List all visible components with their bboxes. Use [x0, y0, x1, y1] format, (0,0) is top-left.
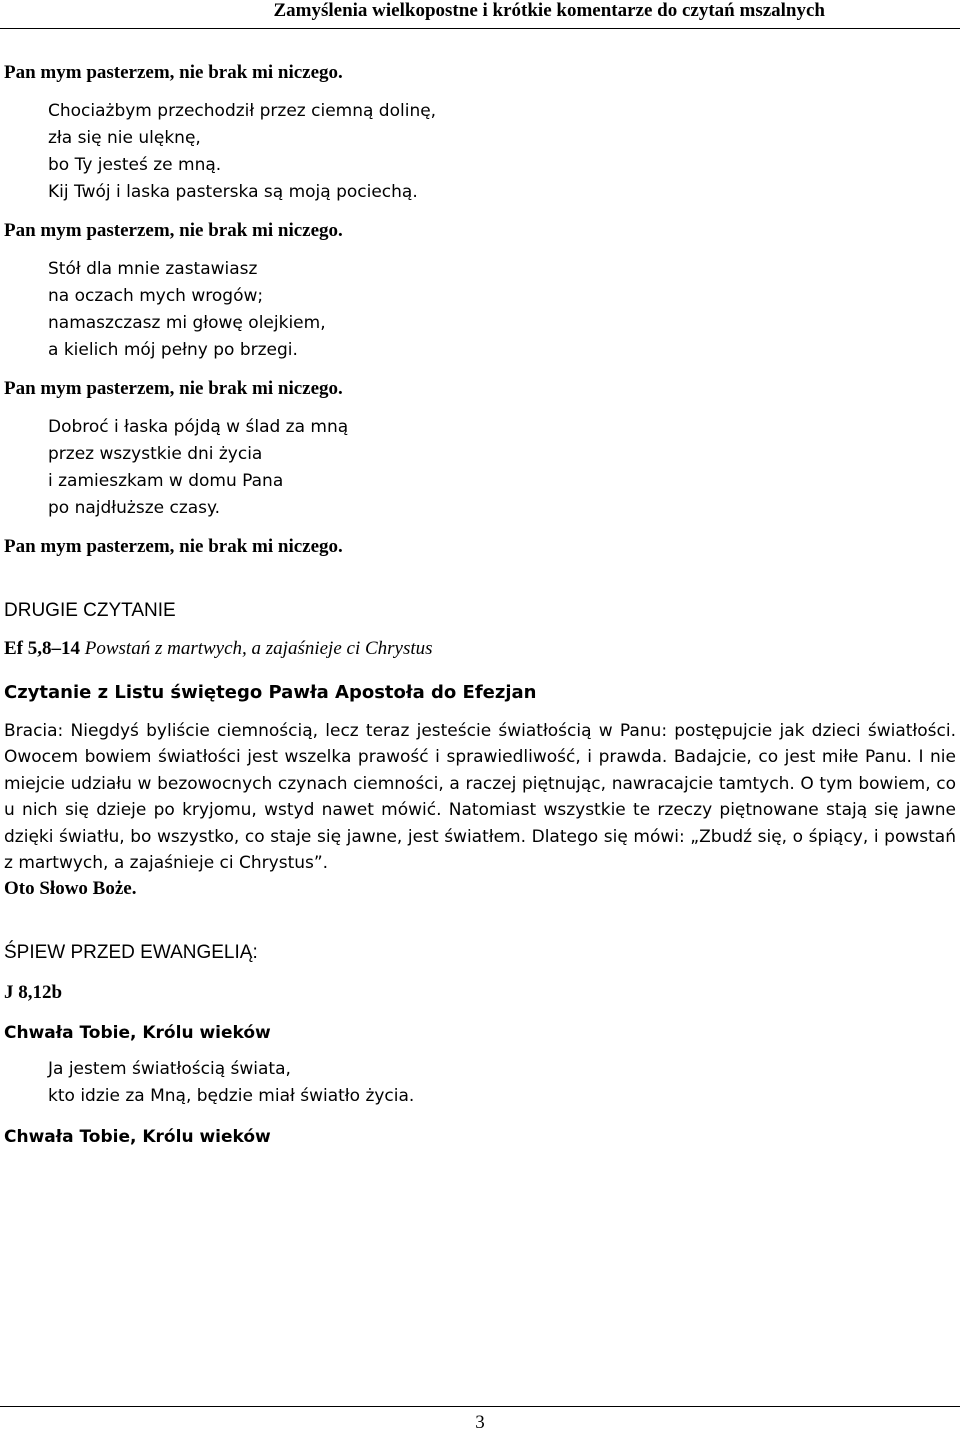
stanza-line: Dobroć i łaska pójdą w ślad za mną [48, 417, 349, 437]
stanza-line: bo Ty jesteś ze mną. [48, 155, 222, 175]
reading-reference [4, 636, 956, 662]
acclamation-verse [48, 1056, 956, 1110]
stanza-line: namaszczasz mi głowę olejkiem, [48, 313, 326, 333]
stanza-line: Stół dla mnie zastawiasz [48, 259, 258, 279]
second-reading-heading: DRUGIE CZYTANIE [4, 600, 176, 621]
verse-line: kto idzie za Mną, będzie miał światło życia. [48, 1086, 415, 1107]
stanza-line: Chociażbym przechodził przez ciemną dolinę, [48, 101, 437, 121]
stanza-line: przez wszystkie dni życia [48, 444, 263, 464]
page-content [4, 60, 956, 1150]
psalm-stanza-1 [48, 98, 956, 206]
reading-body: Bracia: Niegdyś byliście ciemnością, lecz teraz jesteście światłością w Panu: postępujcie jak dzieci światłości. Owocem bowiem światłości jest wszelka prawość i sprawiedliwość, i prawda. Badajcie, co jest miłe Panu. I nie miejcie udziału w bezowocnych czynach ciemności, a raczej piętnując, nawracajcie tamtych. O tym bowiem, co u nich się dzieje po kryjomu, wstyd nawet mówić. Natomiast wszystkie te rzeczy piętnowane stają się jawne dzięki światłu, bo wszystko, co staje się jawne, jest światłem. Dlatego się mówi: „Zbudź się, o śpiący, i powstań z martwych, a zajaśnieje ci Chrystus”. [4, 721, 956, 874]
stanza-line: a kielich mój pełny po brzegi. [48, 340, 298, 360]
running-title: Zamyślenia wielkopostne i krótkie komentarze do czytań mszalnych [273, 0, 825, 21]
stanza-line: zła się nie ulęknę, [48, 128, 201, 148]
reading-closing: Oto Słowo Boże. [4, 878, 137, 900]
verse-line: Ja jestem światłością świata, [48, 1059, 291, 1080]
stanza-line: na oczach mych wrogów; [48, 286, 264, 306]
gospel-acclamation-heading: ŚPIEW PRZED EWANGELIĄ: [4, 942, 258, 964]
stanza-line: po najdłuższe czasy. [48, 498, 221, 518]
psalm-refrain: Pan mym pasterzem, nie brak mi niczego. [4, 62, 343, 83]
stanza-line: Kij Twój i laska pasterska są moją pociechą. [48, 182, 418, 202]
psalm-refrain: Pan mym pasterzem, nie brak mi niczego. [4, 378, 343, 399]
reading-motto: Powstań z martwych, a zajaśnieje ci Chrystus [84, 638, 433, 659]
stanza-line: i zamieszkam w domu Pana [48, 471, 284, 491]
acclamation-refrain: Chwała Tobie, Królu wieków [4, 1127, 271, 1148]
psalm-stanza-3 [48, 414, 956, 522]
psalm-stanza-2 [48, 256, 956, 364]
page-number: 3 [475, 1412, 485, 1433]
psalm-refrain: Pan mym pasterzem, nie brak mi niczego. [4, 220, 343, 241]
reading-citation: Ef 5,8–14 [4, 638, 80, 659]
reading-title: Czytanie z Listu świętego Pawła Apostoła do Efezjan [4, 682, 537, 703]
acclamation-refrain: Chwała Tobie, Królu wieków [4, 1023, 271, 1044]
running-header [0, 0, 960, 29]
psalm-refrain: Pan mym pasterzem, nie brak mi niczego. [4, 536, 343, 557]
footer-rule [0, 1406, 960, 1407]
acclamation-reference: J 8,12b [4, 982, 63, 1004]
